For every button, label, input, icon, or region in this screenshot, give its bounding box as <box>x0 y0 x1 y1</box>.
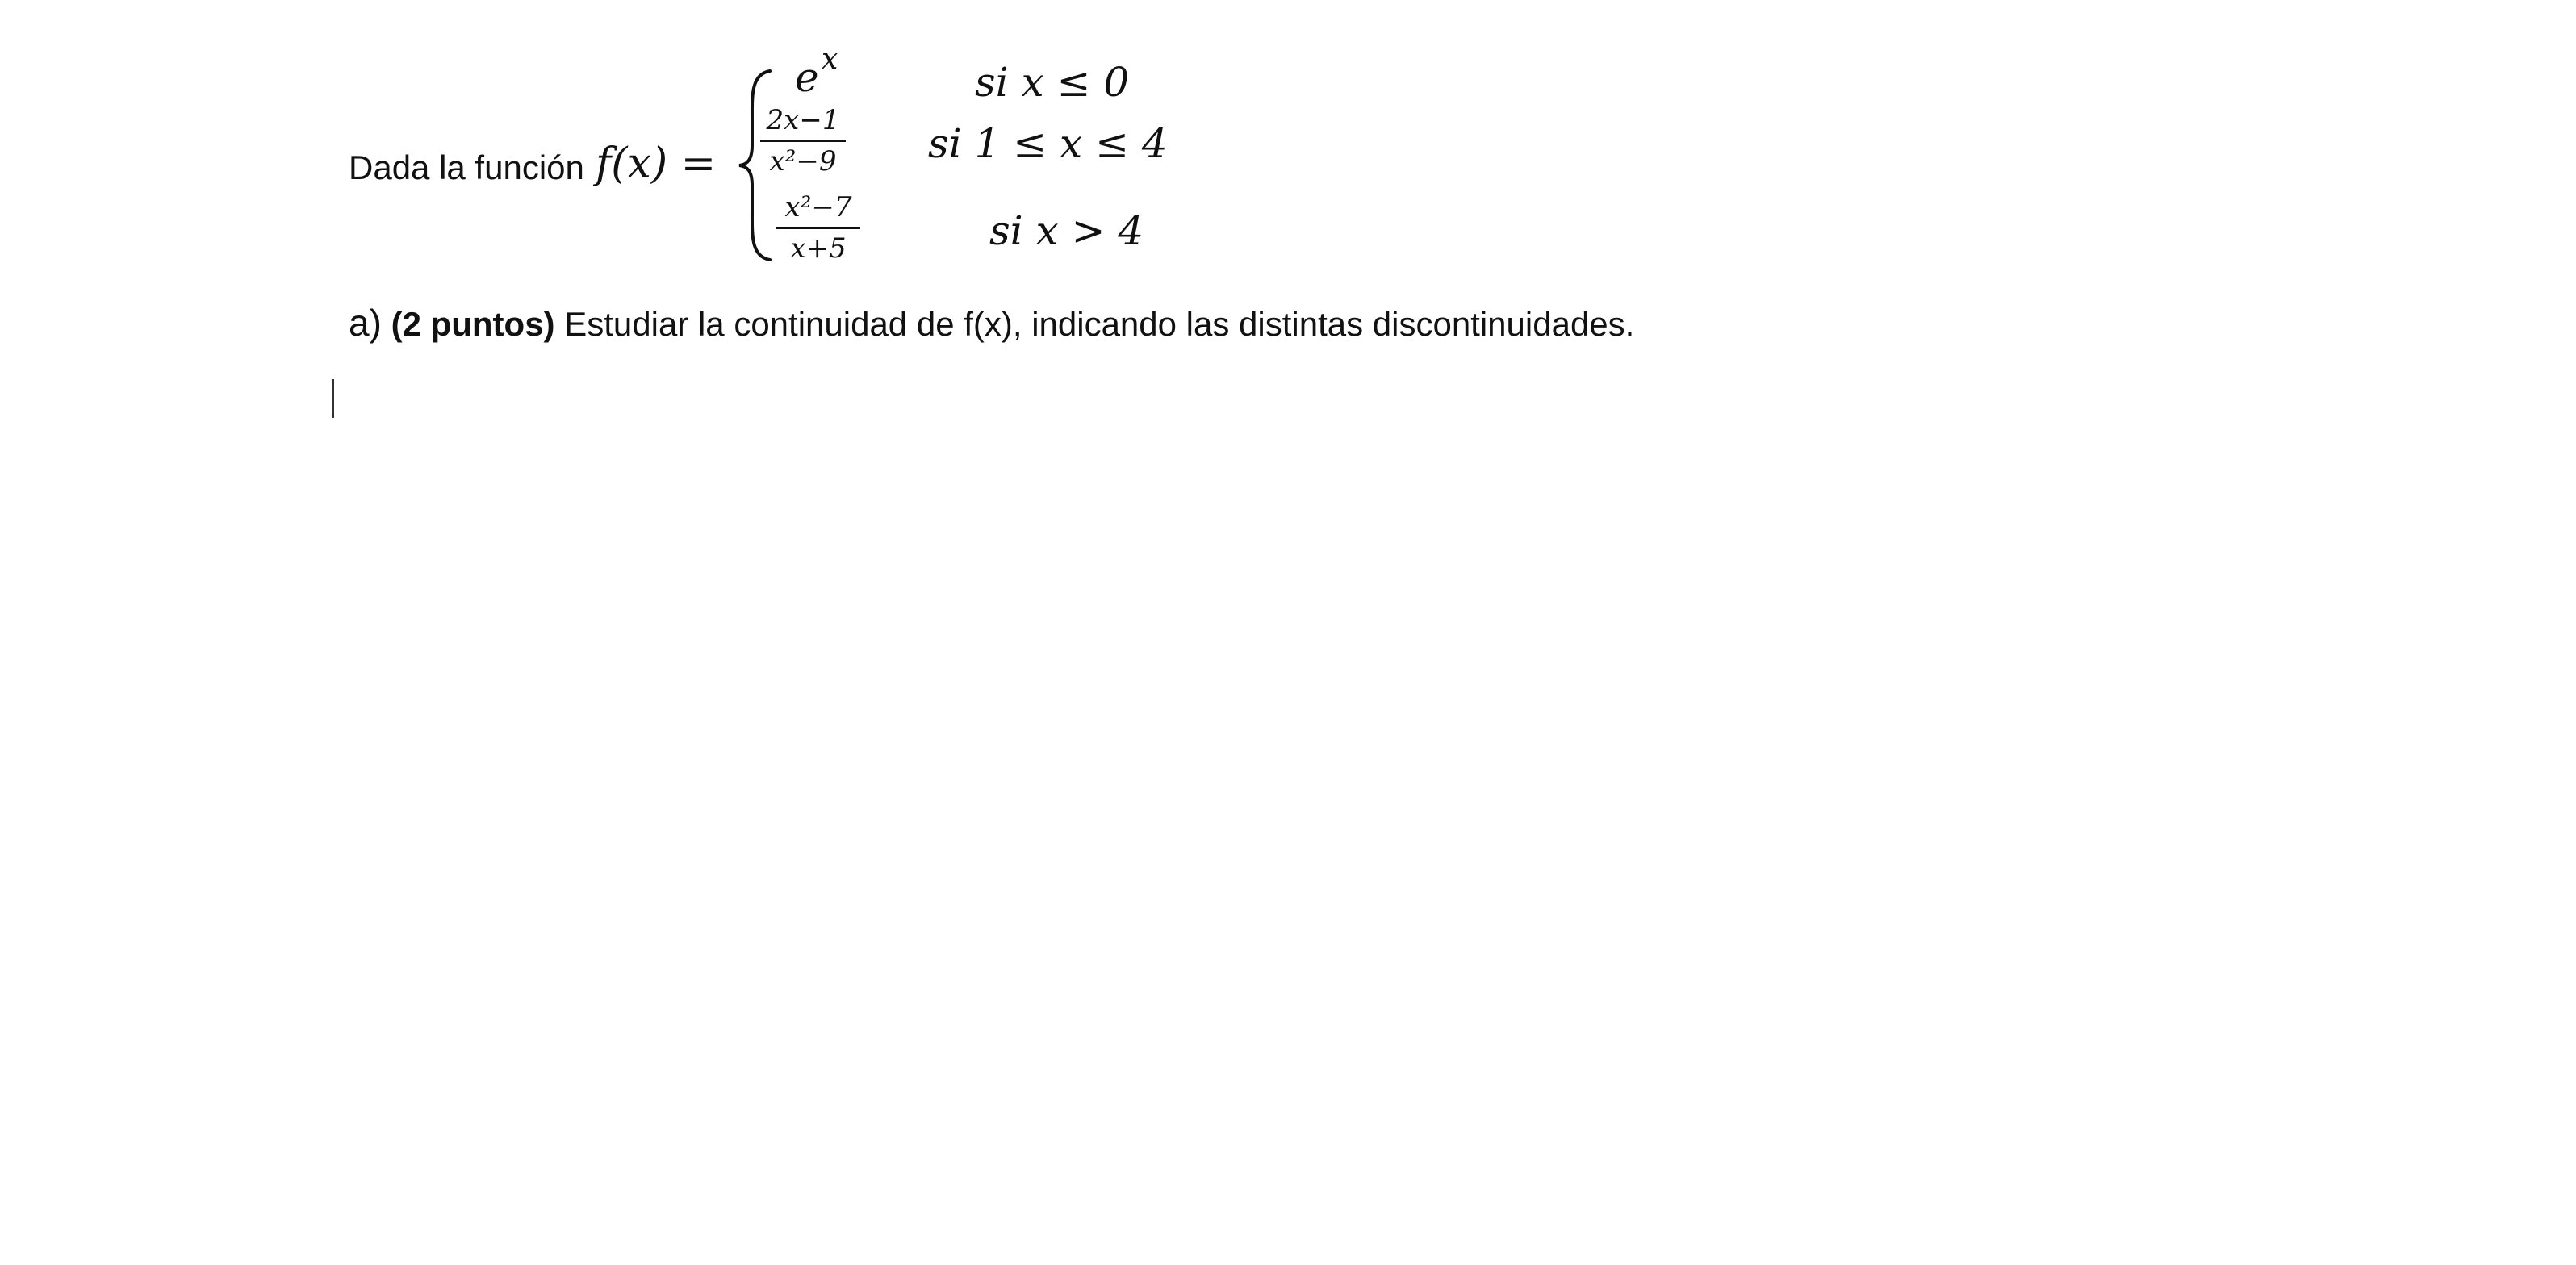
function-lhs: f(x) = <box>596 140 717 188</box>
case-3-fraction-bar <box>776 227 860 229</box>
case-2-numerator: 2x−1 <box>766 104 840 136</box>
case-1-condition: si x ≤ 0 <box>975 59 1130 106</box>
case-3-numerator: x²−7 <box>784 191 852 223</box>
question-label: a) <box>349 302 382 344</box>
case-2-condition: si 1 ≤ x ≤ 4 <box>928 120 1168 167</box>
case-1-exponent: x <box>822 43 838 76</box>
question-text: Estudiar la continuidad de f(x), indicando las distintas discontinuidades. <box>564 305 1635 343</box>
question-a <box>349 299 1634 349</box>
text-cursor <box>332 379 334 418</box>
case-2-denominator: x²−9 <box>769 145 837 177</box>
case-1-base: e <box>795 54 819 101</box>
case-3-condition: si x > 4 <box>989 207 1144 254</box>
intro-text: Dada la función <box>349 148 584 186</box>
case-3-denominator: x+5 <box>790 232 847 265</box>
case-3-fraction <box>776 190 860 265</box>
case-2-fraction <box>760 103 846 178</box>
case-2-fraction-bar <box>760 140 846 142</box>
question-points: (2 puntos) <box>391 305 555 343</box>
